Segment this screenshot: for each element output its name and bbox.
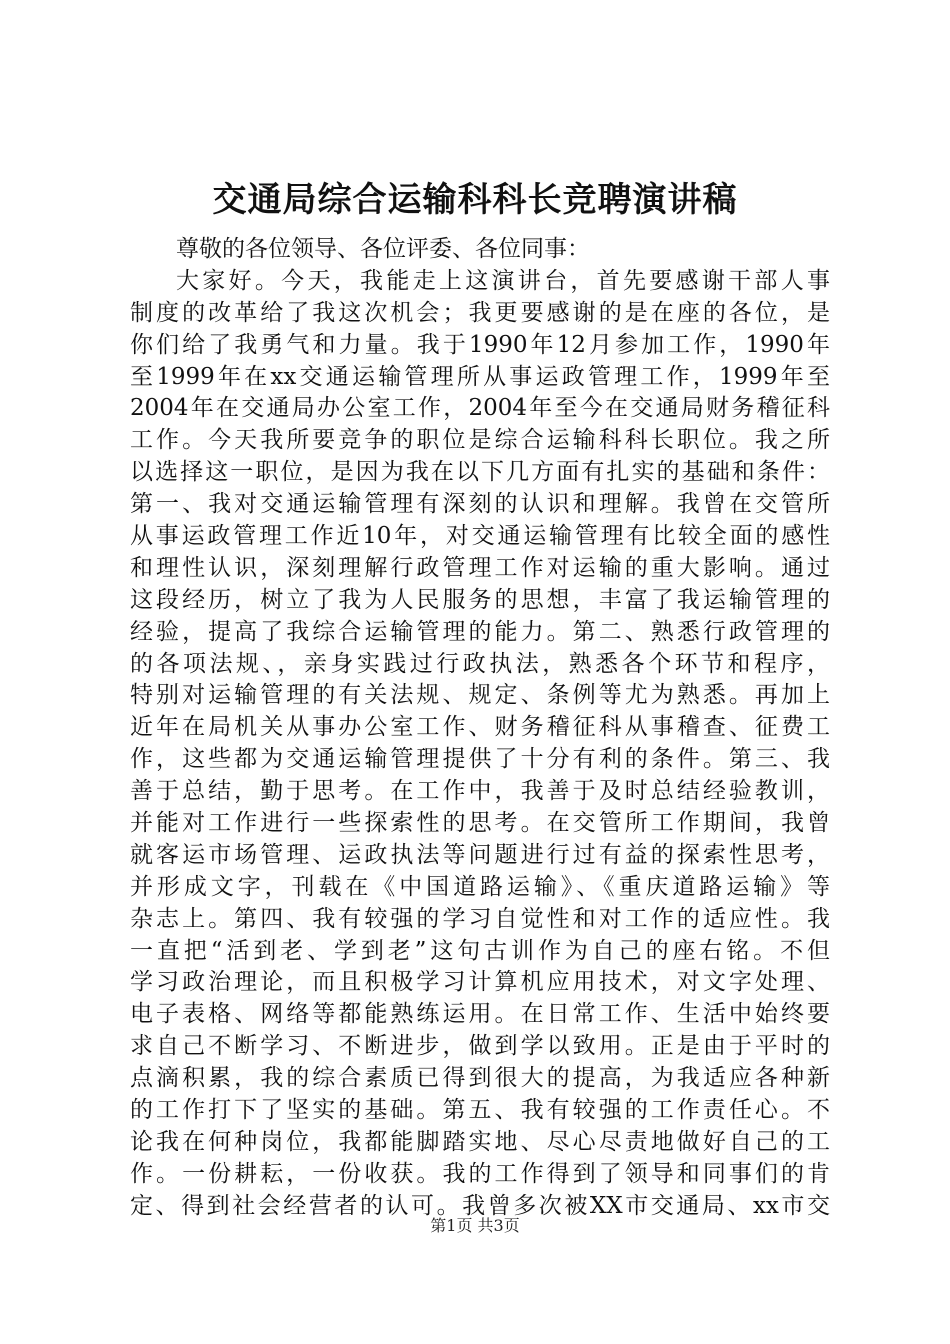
body-line: 的各项法规、，亲身实践过行政执法，熟悉各个环节和程序，: [130, 650, 830, 677]
body-line: 以选择这一职位，是因为我在以下几方面有扎实的基础和条件：: [130, 459, 830, 486]
body-line: 2004年在交通局办公室工作，2004年至今在交通局财务稽征科: [130, 395, 830, 422]
body-line: 和理性认识，深刻理解行政管理工作对运输的重大影响。通过: [130, 554, 830, 581]
body-line: 经验，提高了我综合运输管理的能力。第二、熟悉行政管理的: [130, 618, 830, 645]
body-line: 论我在何种岗位，我都能脚踏实地、尽心尽责地做好自己的工: [130, 1128, 830, 1155]
body-line: 近年在局机关从事办公室工作、财务稽征科从事稽查、征费工: [130, 714, 830, 741]
body-line: 定、得到社会经营者的认可。我曾多次被XX市交通局、xx市交: [130, 1192, 830, 1219]
document-title: 交通局综合运输科科长竞聘演讲稿: [212, 180, 738, 220]
body-line: 点滴积累，我的综合素质已得到很大的提高，为我适应各种新: [130, 1065, 830, 1092]
body-line: 善于总结，勤于思考。在工作中，我善于及时总结经验教训，: [130, 778, 830, 805]
body-line: 第一、我对交通运输管理有深刻的认识和理解。我曾在交管所: [130, 491, 830, 518]
body-line: 电子表格、网络等都能熟练运用。在日常工作、生活中始终要: [130, 1001, 830, 1028]
body-line: 就客运市场管理、运政执法等问题进行过有益的探索性思考，: [130, 841, 830, 868]
body-line: 从事运政管理工作近10年，对交通运输管理有比较全面的感性: [130, 523, 830, 550]
body-line: 特别对运输管理的有关法规、规定、条例等尤为熟悉。再加上: [130, 682, 830, 709]
body-line: 制度的改革给了我这次机会；我更要感谢的是在座的各位，是: [130, 299, 830, 326]
body-line: 并形成文字，刊载在《中国道路运输》、《重庆道路运输》等: [130, 873, 830, 900]
body-line: 这段经历，树立了我为人民服务的思想，丰富了我运输管理的: [130, 586, 830, 613]
body-line: 并能对工作进行一些探索性的思考。在交管所工作期间，我曾: [130, 810, 830, 837]
page-number-footer: 第1页 共3页: [430, 1216, 520, 1235]
body-line: 作，这些都为交通运输管理提供了十分有利的条件。第三、我: [130, 746, 830, 773]
body-line: 大家好。今天，我能走上这演讲台，首先要感谢干部人事: [176, 267, 830, 294]
body-line: 求自己不断学习、不断进步，做到学以致用。正是由于平时的: [130, 1033, 830, 1060]
body-line: 作。一份耕耘，一份收获。我的工作得到了领导和同事们的肯: [130, 1160, 830, 1187]
body-line: 至1999年在xx交通运输管理所从事运政管理工作，1999年至: [130, 363, 830, 390]
body-line: 学习政治理论，而且积极学习计算机应用技术，对文字处理、: [130, 969, 830, 996]
salutation: 尊敬的各位领导、各位评委、各位同事：: [176, 236, 590, 262]
document-body: [130, 234, 830, 1223]
body-line: 你们给了我勇气和力量。我于1990年12月参加工作，1990年: [130, 331, 830, 358]
body-line: 的工作打下了坚实的基础。第五、我有较强的工作责任心。不: [130, 1097, 830, 1124]
body-line: 一直把“活到老、学到老”这句古训作为自己的座右铭。不但: [130, 937, 830, 964]
body-line: 杂志上。第四、我有较强的学习自觉性和对工作的适应性。我: [130, 905, 830, 932]
body-line: 工作。今天我所要竞争的职位是综合运输科科长职位。我之所: [130, 427, 830, 454]
